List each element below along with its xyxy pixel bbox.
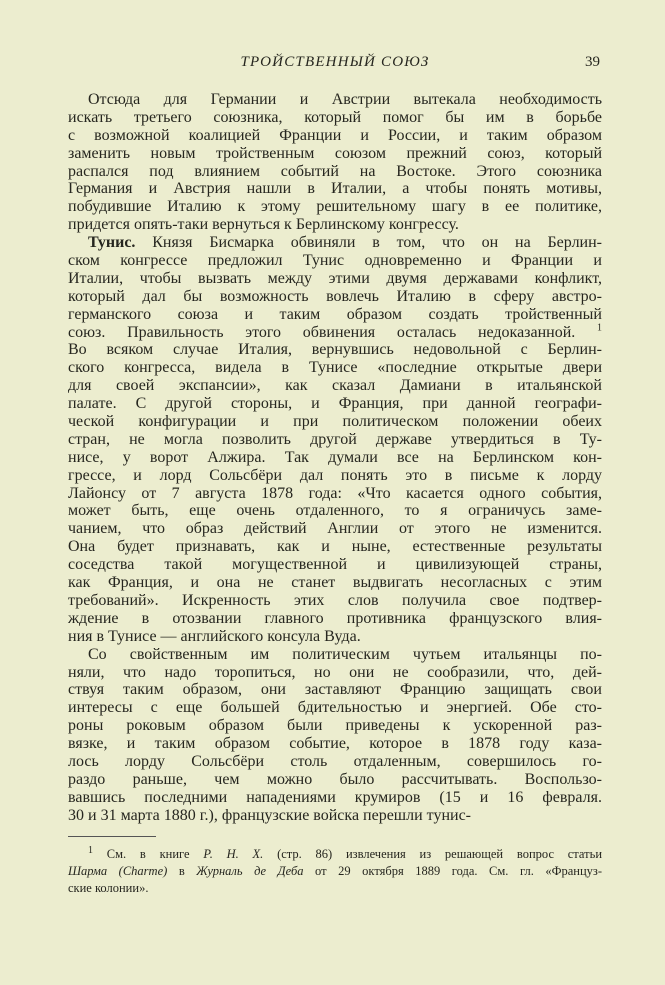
text-line bbox=[68, 180, 602, 198]
line-text: распался под влиянием событий на Востоке. Этого союзника bbox=[68, 162, 602, 180]
line-text: искать третьего союзника, который помог бы им в борьбе bbox=[68, 108, 602, 126]
text-line bbox=[68, 377, 602, 395]
text-line bbox=[68, 109, 602, 127]
footnote-line: ские колонии». bbox=[68, 881, 149, 895]
footnote-line bbox=[68, 863, 602, 880]
line-text: Лайонсу от 7 августа 1878 года: «Что касается одного события, bbox=[68, 484, 602, 502]
line-text: чанием, что образ действий Англии от этого не изменится. bbox=[68, 520, 602, 538]
line-text: как Франция, и она не станет выдвигать несогласных с этим bbox=[68, 574, 602, 592]
line-text: соседства такой могущественной и цивилизующей страны, bbox=[68, 556, 602, 574]
line-text: для своей экспансии», как сказал Дамиани в итальянской bbox=[68, 377, 602, 395]
text-line bbox=[68, 717, 602, 735]
text-line bbox=[68, 502, 602, 520]
text-line bbox=[68, 163, 602, 181]
text-line bbox=[68, 288, 602, 306]
text-line bbox=[68, 807, 602, 825]
text-line bbox=[68, 359, 602, 377]
text-line bbox=[68, 664, 602, 682]
text-line bbox=[68, 431, 602, 449]
line-text: требований». Искренность этих слов получила свое подтвер- bbox=[68, 591, 602, 609]
page-header bbox=[68, 54, 602, 76]
line-text: стран, не могла позволить другой державе утвердиться в Ту- bbox=[68, 430, 602, 448]
line-text: может быть, еще очень отдаленного, то я ограничусь заме- bbox=[68, 502, 602, 520]
line-text: Отсюда для Германии и Австрии вытекала необходимость bbox=[88, 91, 602, 108]
line-text: нисе, у ворот Алжира. Так думали все на Берлинском кон- bbox=[68, 448, 602, 466]
section-heading: Тунис. bbox=[88, 234, 136, 252]
text-line bbox=[68, 771, 602, 789]
footnote-divider bbox=[68, 836, 156, 837]
line-text: заменить новым тройственным союзом прежний союз, который bbox=[68, 144, 602, 162]
footnote bbox=[68, 846, 602, 897]
line-text: палате. С другой стороны, и Франция, при данной географи- bbox=[68, 395, 602, 413]
line-text: няли, что надо торопиться, но они не сообразили, что, дей- bbox=[68, 663, 602, 681]
footnote-mark: 1 bbox=[88, 844, 93, 856]
line-text: придется опять-таки вернуться к Берлинскому конгрессу. bbox=[68, 216, 459, 234]
text-line bbox=[68, 127, 602, 145]
line-text: ждение в отозвании главного противника французского влия- bbox=[68, 609, 602, 627]
text-line bbox=[68, 270, 602, 288]
line-text: с возможной коалицией Франции и России, и таким образом bbox=[68, 126, 602, 144]
line-text: союз. Правильность этого обвинения осталась недоказанной. bbox=[68, 323, 576, 341]
text-line bbox=[68, 413, 602, 431]
line-text: который дал бы возможность вовлечь Италию в сферу австро- bbox=[68, 287, 602, 305]
text-line bbox=[68, 449, 602, 467]
line-text: вавшись последними нападениями крумиров (15 и 16 февраля. bbox=[68, 788, 602, 806]
line-text: интересы с еще большей бдительностью и энергией. Обе сто- bbox=[68, 699, 602, 717]
text-line bbox=[68, 395, 602, 413]
text-line bbox=[68, 252, 602, 270]
line-text: ского конгресса, видела в Тунисе «последние открытые двери bbox=[68, 359, 602, 377]
line-text: Со свойственным им политическим чутьем итальянцы по- bbox=[88, 645, 602, 663]
text-line bbox=[68, 574, 602, 592]
footnote-line bbox=[68, 846, 602, 863]
text-line bbox=[68, 753, 602, 771]
line-text: Князя Бисмарка обвиняли в том, что он на Берлин- bbox=[152, 234, 603, 252]
footnote-text: См. в книге bbox=[106, 847, 204, 861]
text-line bbox=[68, 324, 602, 342]
line-text: ском конгрессе предложил Тунис одновременно и Франции и bbox=[68, 252, 602, 270]
line-text: грессе, и лорд Сольсбёри дал понять это в письме к лорду bbox=[68, 466, 602, 484]
text-line bbox=[68, 681, 602, 699]
running-title: ТРОЙСТВЕННЫЙ СОЮЗ bbox=[240, 54, 430, 70]
footnote-reference[interactable]: 1 bbox=[597, 322, 603, 334]
line-text: вязке, и таким образом событие, которое в 1878 году каза- bbox=[68, 735, 602, 753]
page-number: 39 bbox=[585, 54, 600, 70]
line-text: ния в Тунисе — английского консула Вуда. bbox=[68, 627, 361, 645]
line-text: 30 и 31 марта 1880 г.), французские войска перешли тунис- bbox=[68, 806, 472, 824]
text-line bbox=[68, 216, 602, 234]
footnote-text: в bbox=[167, 864, 197, 878]
text-line bbox=[68, 485, 602, 503]
text-line bbox=[68, 610, 602, 628]
line-text: лось лорду Сольсбёри столь отдаленным, совершилось го- bbox=[68, 752, 602, 770]
line-text: ствуя таким образом, они заставляют Францию защищать свои bbox=[68, 681, 602, 699]
footnote-book-title: Р. Н. Х. bbox=[203, 847, 264, 861]
text-line bbox=[68, 234, 602, 252]
text-line bbox=[68, 646, 602, 664]
line-text: Германия и Австрия нашли в Италии, а чтобы понять мотивы, bbox=[68, 180, 602, 198]
text-line bbox=[68, 789, 602, 807]
footnote-journal: Журналь де Деба bbox=[196, 864, 304, 878]
text-line bbox=[68, 592, 602, 610]
line-text: ческой конфигурации и при политическом положении обеих bbox=[68, 413, 602, 431]
footnote-text: (стр. 86) извлечения из решающей вопрос статьи bbox=[263, 847, 603, 861]
line-text: побудившие Италию к этому решительному шагу в ее политике, bbox=[68, 198, 602, 216]
text-line bbox=[68, 198, 602, 216]
line-text: Италии, чтобы вызвать между этими двумя державами конфликт, bbox=[68, 269, 602, 287]
text-line bbox=[68, 145, 602, 163]
text-line bbox=[68, 467, 602, 485]
text-line bbox=[68, 628, 602, 646]
footnote-text: от 29 октября 1889 года. См. гл. «Француз- bbox=[303, 864, 602, 878]
line-text: Во всяком случае Италия, вернувшись недовольной с Берлин- bbox=[68, 341, 602, 359]
footnote-author: Шарма (Charme) bbox=[68, 864, 168, 878]
text-line bbox=[68, 520, 602, 538]
line-text: германского союза и таким образом создать тройственный bbox=[68, 305, 602, 323]
line-text: раздо раньше, чем можно было рассчитывать. Воспользо- bbox=[68, 770, 602, 788]
text-line bbox=[68, 699, 602, 717]
text-line bbox=[68, 538, 602, 556]
text-line bbox=[68, 735, 602, 753]
text-line bbox=[68, 91, 602, 109]
line-text: Она будет признавать, как и ныне, естественные результаты bbox=[68, 538, 602, 556]
text-line bbox=[68, 556, 602, 574]
text-line bbox=[68, 306, 602, 324]
text-line bbox=[68, 341, 602, 359]
line-text: роны роковым образом были приведены к ускоренной раз- bbox=[68, 717, 602, 735]
body-text bbox=[68, 91, 602, 825]
